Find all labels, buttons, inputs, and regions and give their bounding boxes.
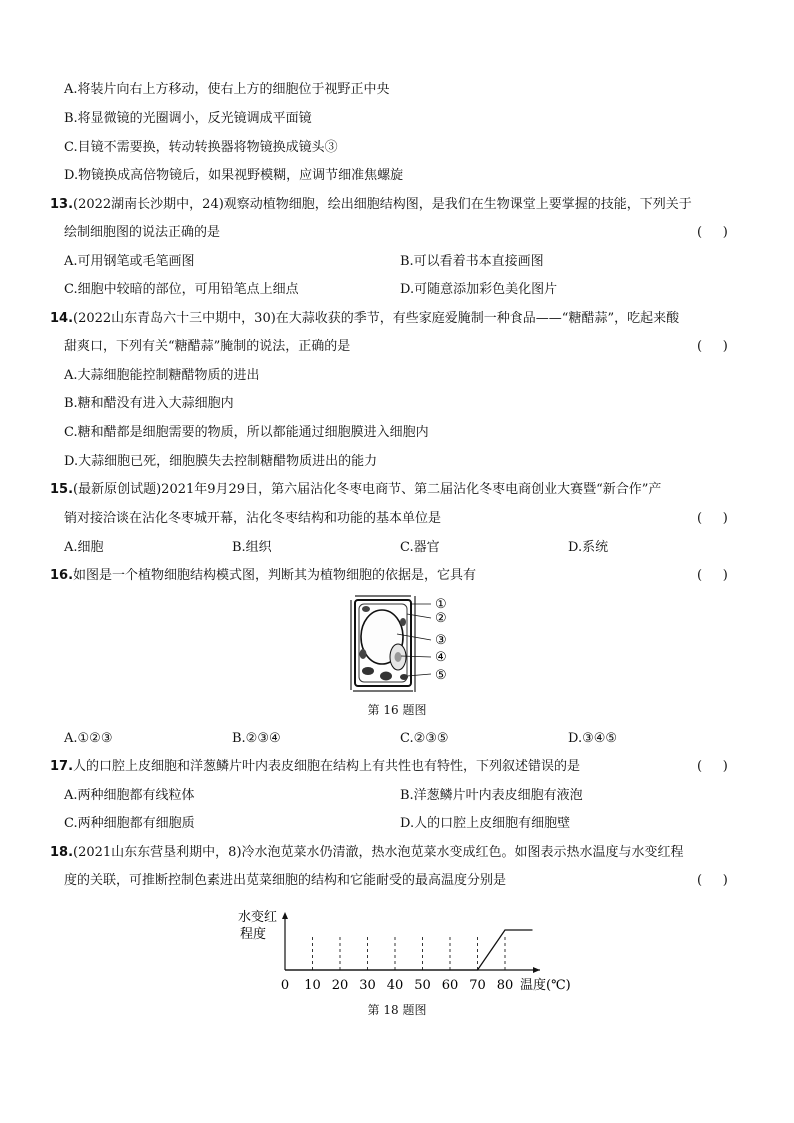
figure-caption: 第 18 题图 (367, 1003, 427, 1017)
x-tick-label: 10 (304, 978, 321, 993)
q14-text: (2022山东青岛六十三中期中，30)在大蒜收获的季节，有些家庭爱腌制一种食品——“糖醋蒜”，吃起来酸 (73, 311, 680, 326)
q13-text: (2022湖南长沙期中，24)观察动植物细胞，绘出细胞结构图，是我们在生物课堂上要掌握的技能，下列关于 (73, 197, 692, 212)
q16-stem-line1 (50, 566, 476, 586)
q15-stem-line1 (50, 480, 661, 500)
chloroplast (362, 667, 374, 675)
figure-label-4: ④ (435, 650, 447, 665)
x-axis-arrow (533, 967, 540, 973)
question-number: 17. (50, 759, 74, 774)
answer-parentheses: ( ) (697, 873, 728, 888)
x-tick-label: 20 (331, 978, 349, 993)
answer-parentheses: ( ) (697, 339, 728, 354)
answer-parentheses: ( ) (697, 511, 728, 526)
q14-option-a: A.大蒜细胞能控制糖醋物质的进出 (64, 368, 260, 383)
q13-option-b: B.可以看着书本直接画图 (400, 254, 544, 269)
q17-option-b: B.洋葱鳞片叶内表皮细胞有液泡 (400, 788, 583, 803)
figure-caption: 第 16 题图 (367, 703, 427, 717)
q17-option-a: A.两种细胞都有线粒体 (64, 788, 195, 803)
q16-option-d: D.③④⑤ (568, 731, 618, 746)
series-line (285, 930, 533, 970)
figure-label-2: ② (435, 611, 447, 626)
chloroplast (362, 606, 370, 612)
q12-option-c: C.目镜不需要换，转动转换器将物镜换成镜头③ (64, 140, 338, 155)
y-axis-label-line2: 程度 (240, 927, 267, 942)
figure-label-5: ⑤ (435, 668, 447, 683)
question-number: 18. (50, 845, 74, 860)
q17-option-c: C.两种细胞都有细胞质 (64, 816, 195, 831)
x-axis-label: 温度(℃) (520, 978, 571, 993)
nucleolus (395, 652, 402, 662)
q18-text: (2021山东东营垦利期中，8)冷水泡苋菜水仍清澈，热水泡苋菜水变成红色。如图表示热水温度与水变红程 (73, 845, 684, 860)
q13-stem-line1 (50, 195, 692, 215)
q13-option-a: A.可用钢笔或毛笔画图 (64, 254, 195, 269)
q14-option-b: B.糖和醋没有进入大蒜细胞内 (64, 396, 234, 411)
q15-option-d: D.系统 (568, 540, 609, 555)
x-tick-label: 50 (414, 978, 431, 993)
q13-option-c: C.细胞中较暗的部位，可用铅笔点上细点 (64, 282, 299, 297)
q14-option-d: D.大蒜细胞已死，细胞膜失去控制糖醋物质进出的能力 (64, 454, 378, 469)
figure-label-1: ① (435, 597, 447, 612)
question-number: 16. (50, 568, 74, 583)
q15-option-b: B.组织 (232, 540, 272, 555)
q15-text: (最新原创试题)2021年9月29日，第六届沾化冬枣电商节、第二届沾化冬枣电商创业大赛暨“新合作”产 (73, 482, 662, 497)
q13-stem-line2: 绘制细胞图的说法正确的是 (64, 225, 221, 240)
x-tick-label: 70 (469, 978, 486, 993)
q14-option-c: C.糖和醋都是细胞需要的物质，所以都能通过细胞膜进入细胞内 (64, 425, 429, 440)
q14-stem-line2: 甜爽口，下列有关“糖醋蒜”腌制的说法，正确的是 (64, 339, 351, 354)
question-number: 14. (50, 311, 74, 326)
q15-option-c: C.器官 (400, 540, 440, 555)
chloroplast (380, 672, 392, 681)
figure-label-3: ③ (435, 633, 447, 648)
q16-text: 如图是一个植物细胞结构模式图，判断其为植物细胞的依据是，它具有 (73, 568, 477, 583)
q17-text: 人的口腔上皮细胞和洋葱鳞片叶内表皮细胞在结构上有共性也有特性，下列叙述错误的是 (73, 759, 581, 774)
chloroplast (360, 649, 367, 659)
q18-stem-line2: 度的关联，可推断控制色素进出苋菜细胞的结构和它能耐受的最高温度分别是 (64, 873, 507, 888)
q12-option-b: B.将显微镜的光圈调小，反光镜调成平面镜 (64, 111, 312, 126)
answer-parentheses: ( ) (697, 759, 728, 774)
q13-option-d: D.可随意添加彩色美化图片 (400, 282, 558, 297)
q16-option-a: A.①②③ (64, 731, 113, 746)
x-tick-label: 0 (280, 978, 290, 993)
question-number: 13. (50, 197, 74, 212)
q15-option-a: A.细胞 (64, 540, 104, 555)
x-tick-label: 60 (441, 978, 459, 993)
x-tick-label: 40 (386, 978, 404, 993)
chloroplast (400, 674, 408, 680)
q16-option-b: B.②③④ (232, 731, 281, 746)
plant-cell-diagram (345, 594, 465, 694)
y-axis-label-line1: 水变红 (238, 910, 278, 925)
q12-option-d: D.物镜换成高倍物镜后，如果视野模糊，应调节细准焦螺旋 (64, 168, 404, 183)
q16-option-c: C.②③⑤ (400, 731, 449, 746)
q17-option-d: D.人的口腔上皮细胞有细胞壁 (400, 816, 571, 831)
q15-stem-line2: 销对接洽谈在沾化冬枣城开幕，沾化冬枣结构和功能的基本单位是 (64, 511, 442, 526)
temperature-redness-chart (230, 904, 580, 1000)
x-tick-label: 80 (496, 978, 514, 993)
question-number: 15. (50, 482, 74, 497)
q17-stem-line1 (50, 757, 580, 777)
q12-option-a: A.将装片向右上方移动，使右上方的细胞位于视野正中央 (64, 82, 390, 97)
answer-parentheses: ( ) (697, 225, 728, 240)
y-axis-arrow (282, 912, 288, 919)
answer-parentheses: ( ) (697, 568, 728, 583)
q18-stem-line1 (50, 843, 684, 863)
x-tick-label: 30 (359, 978, 376, 993)
chloroplast (400, 618, 406, 626)
q14-stem-line1 (50, 309, 679, 329)
